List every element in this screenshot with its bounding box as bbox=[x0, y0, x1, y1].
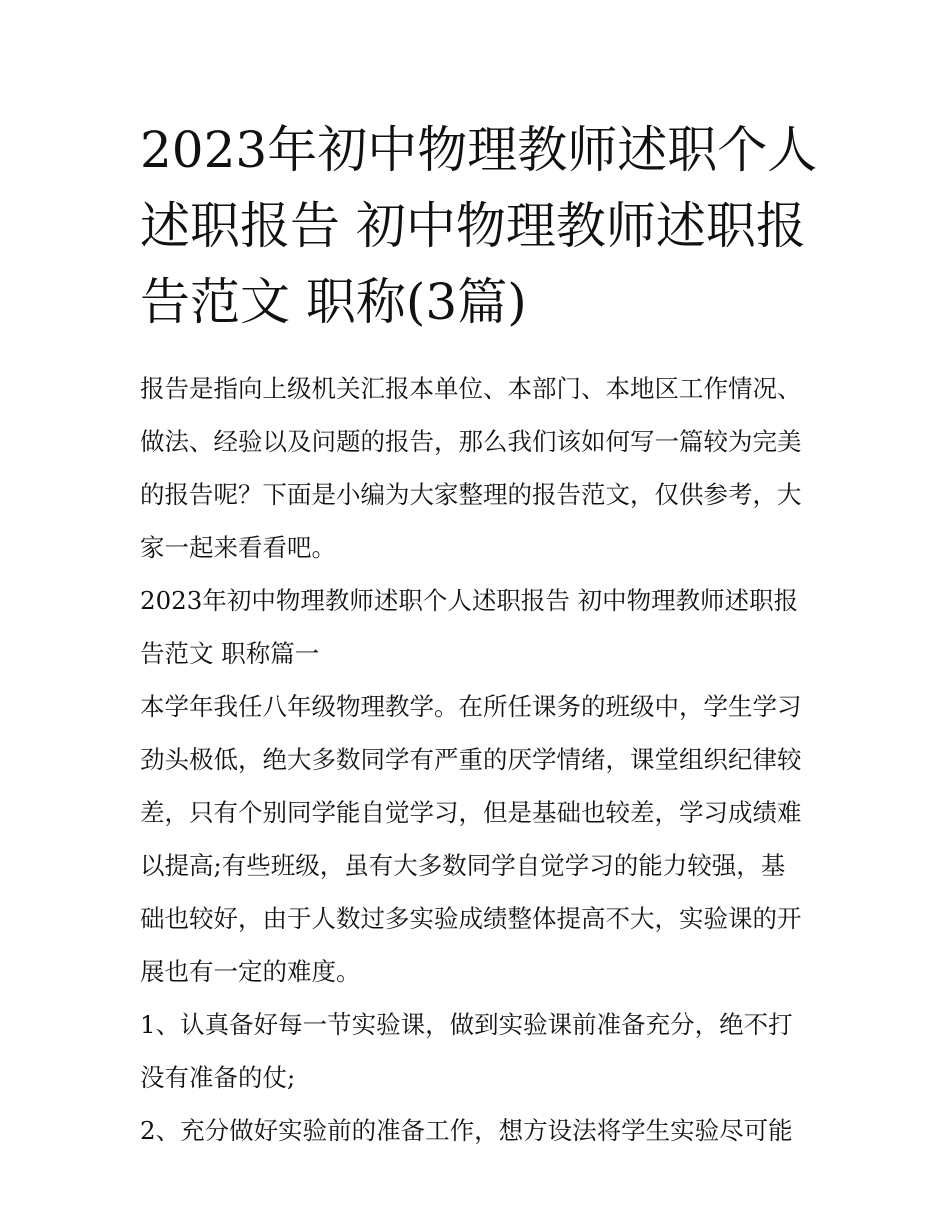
intro-line-4: 家一起来看看吧。 bbox=[140, 533, 336, 562]
document-title bbox=[140, 112, 818, 340]
section-heading bbox=[140, 574, 810, 680]
list-item-2 bbox=[140, 1104, 810, 1157]
list-item-1-line-1: 1、认真备好每一节实验课，做到实验课前准备充分，绝不打 bbox=[140, 1010, 793, 1039]
intro-line-3: 的报告呢？下面是小编为大家整理的报告范文，仅供参考，大 bbox=[140, 480, 802, 509]
intro-paragraph bbox=[140, 362, 810, 574]
body-line-4: 以提高;有些班级，虽有大多数同学自觉学习的能力较强，基 bbox=[140, 851, 786, 880]
body-line-2: 劲头极低，绝大多数同学有严重的厌学情绪，课堂组织纪律较 bbox=[140, 745, 802, 774]
title-line-3: 告范文 职称(3篇) bbox=[140, 273, 527, 331]
title-line-1: 2023年初中物理教师述职个人 bbox=[140, 121, 818, 179]
list-item-1-line-2: 没有准备的仗; bbox=[140, 1063, 296, 1092]
intro-line-1: 报告是指向上级机关汇报本单位、本部门、本地区工作情况、 bbox=[140, 374, 802, 403]
body-line-6: 展也有一定的难度。 bbox=[140, 957, 361, 986]
body-line-1: 本学年我任八年级物理教学。在所任课务的班级中，学生学习 bbox=[140, 692, 802, 721]
body-line-3: 差，只有个别同学能自觉学习，但是基础也较差，学习成绩难 bbox=[140, 798, 802, 827]
document-page bbox=[140, 112, 818, 1157]
list-item-1 bbox=[140, 998, 810, 1104]
intro-line-2: 做法、经验以及问题的报告，那么我们该如何写一篇较为完美 bbox=[140, 427, 802, 456]
section-heading-line-1: 2023年初中物理教师述职个人述职报告 初中物理教师述职报 bbox=[140, 586, 799, 615]
body-paragraph bbox=[140, 680, 810, 998]
body-line-5: 础也较好，由于人数过多实验成绩整体提高不大，实验课的开 bbox=[140, 904, 802, 933]
section-heading-line-2: 告范文 职称篇一 bbox=[140, 639, 320, 668]
title-line-2: 述职报告 初中物理教师述职报 bbox=[140, 197, 806, 255]
list-item-2-line-1: 2、充分做好实验前的准备工作，想方设法将学生实验尽可能 bbox=[140, 1116, 793, 1145]
